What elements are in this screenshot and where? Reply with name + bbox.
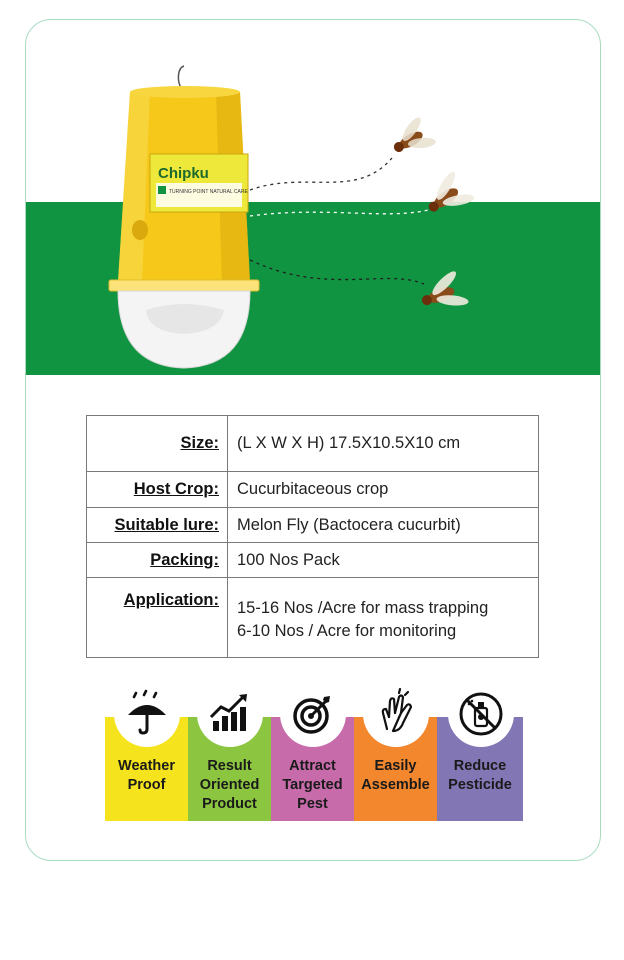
application-line-2: 6-10 Nos / Acre for monitoring — [237, 621, 457, 640]
fruit-fly-3 — [415, 266, 472, 321]
target-dart-icon — [282, 683, 344, 745]
feature-line: Reduce — [453, 758, 507, 774]
spec-row-application — [87, 578, 539, 658]
specification-table — [86, 415, 539, 658]
trap-company-text: TURNING POINT NATURAL CARE — [169, 189, 248, 195]
spec-value: Melon Fly (Bactocera cucurbit) — [228, 508, 539, 543]
spec-label: Size: — [87, 416, 228, 472]
feature-line: Targeted — [282, 777, 343, 793]
umbrella-rain-icon — [116, 683, 178, 745]
spec-label: Suitable lure: — [87, 508, 228, 543]
feature-line: Proof — [127, 777, 166, 793]
feature-strip — [105, 683, 523, 821]
spec-row-suitable-lure — [87, 508, 539, 543]
spec-value: 100 Nos Pack — [228, 543, 539, 578]
feature-line: Product — [202, 796, 257, 812]
feature-line: Attract — [289, 758, 336, 774]
trap-brand-text: Chipku — [158, 165, 209, 182]
fruit-fly-trap — [109, 86, 259, 368]
flight-path-1 — [250, 158, 392, 190]
feature-line: Result — [207, 758, 252, 774]
no-spray-icon — [450, 683, 512, 745]
flight-path-2 — [250, 210, 428, 216]
feature-line: Pesticide — [448, 777, 512, 793]
flight-path-3 — [250, 260, 424, 284]
spec-label: Packing: — [87, 543, 228, 578]
fruit-fly-2 — [417, 166, 478, 226]
spec-value: (L X W X H) 17.5X10.5X10 cm — [228, 416, 539, 472]
rising-chart-icon — [199, 683, 261, 745]
spec-value: Cucurbitaceous crop — [228, 472, 539, 508]
feature-line: Weather — [118, 758, 175, 774]
fruit-fly-1 — [385, 112, 440, 166]
spec-value — [228, 578, 539, 658]
spec-row-host-crop — [87, 472, 539, 508]
spec-row-size — [87, 416, 539, 472]
feature-line: Easily — [374, 758, 417, 774]
product-card — [25, 19, 601, 861]
spec-row-packing — [87, 543, 539, 578]
spec-label: Host Crop: — [87, 472, 228, 508]
feature-line: Oriented — [199, 777, 260, 793]
hero-illustration — [26, 20, 600, 380]
feature-line: Pest — [297, 796, 328, 812]
application-line-1: 15-16 Nos /Acre for mass trapping — [237, 598, 489, 617]
spec-label: Application: — [87, 578, 228, 658]
hand-fingers-icon — [365, 683, 427, 745]
feature-line: Assemble — [361, 777, 430, 793]
